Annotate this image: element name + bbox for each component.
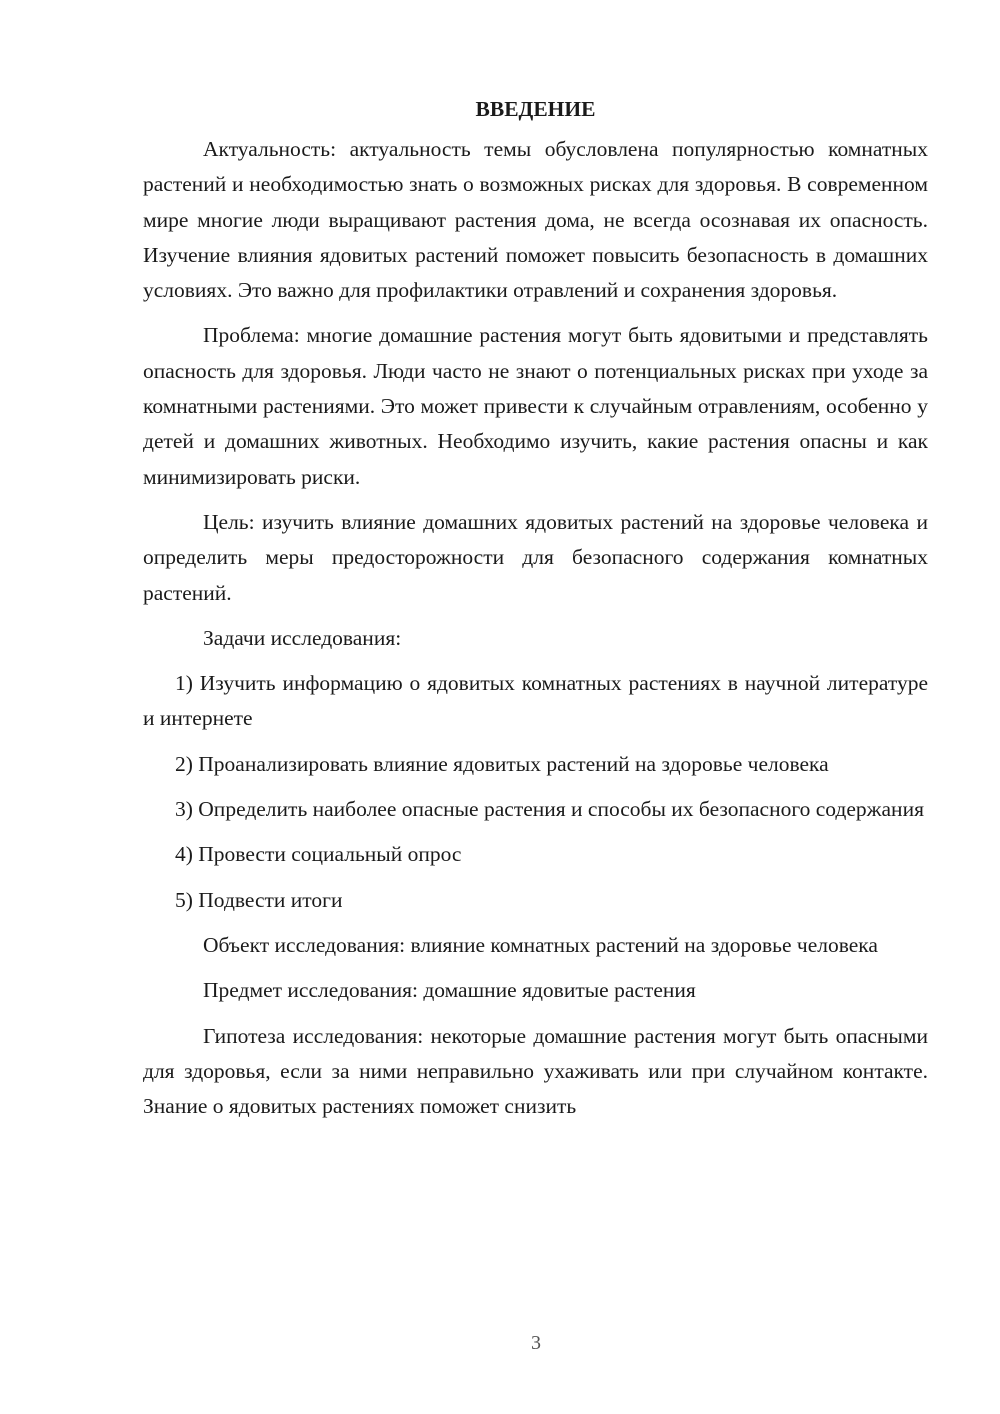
paragraph-problem: Проблема: многие домашние растения могут быть ядовитыми и представлять опасность для здоровья. Люди часто не знают о потенциальных рисках при уходе за комнатными растениями. Это может привести к случайным отравлениям, особенно у детей и домашних животных. Необходимо изучить, какие растения опасны и как минимизировать риски. <box>143 323 928 489</box>
section-title: ВВЕДЕНИЕ <box>475 97 596 121</box>
task-list-item: 1) Изучить информацию о ядовитых комнатных растениях в научной литературе и интернете <box>143 671 928 731</box>
task-list-item: 3) Определить наиболее опасные растения и способы их безопасного содержания <box>175 797 924 822</box>
paragraph-object: Объект исследования: влияние комнатных растений на здоровье человека <box>203 932 878 957</box>
paragraph-relevance: Актуальность: актуальность темы обусловлена популярностью комнатных растений и необходимостью знать о возможных рисках для здоровья. В современном мире многие люди выращивают растения дома, не всегда осознавая их опасность. Изучение влияния ядовитых растений поможет повысить безопасность в домашних условиях. Это важно для профилактики отравлений и сохранения здоровья. <box>143 137 928 303</box>
task-list-item: 4) Провести социальный опрос <box>175 842 462 867</box>
paragraph-tasks-heading: Задачи исследования: <box>203 625 402 650</box>
document-page <box>143 92 928 1124</box>
paragraph-goal: Цель: изучить влияние домашних ядовитых растений на здоровье человека и определить меры предосторожности для безопасного содержания комнатных растений. <box>143 509 928 605</box>
paragraph-hypothesis: Гипотеза исследования: некоторые домашние растения могут быть опасными для здоровья, если за ними неправильно ухаживать или при случайном контакте. Знание о ядовитых растениях поможет снизить <box>143 1023 928 1119</box>
paragraph-subject: Предмет исследования: домашние ядовитые растения <box>203 978 696 1003</box>
page-number: 3 <box>531 1332 541 1354</box>
task-list-item: 5) Подвести итоги <box>175 887 343 912</box>
task-list-item: 2) Проанализировать влияние ядовитых растений на здоровье человека <box>175 751 829 776</box>
